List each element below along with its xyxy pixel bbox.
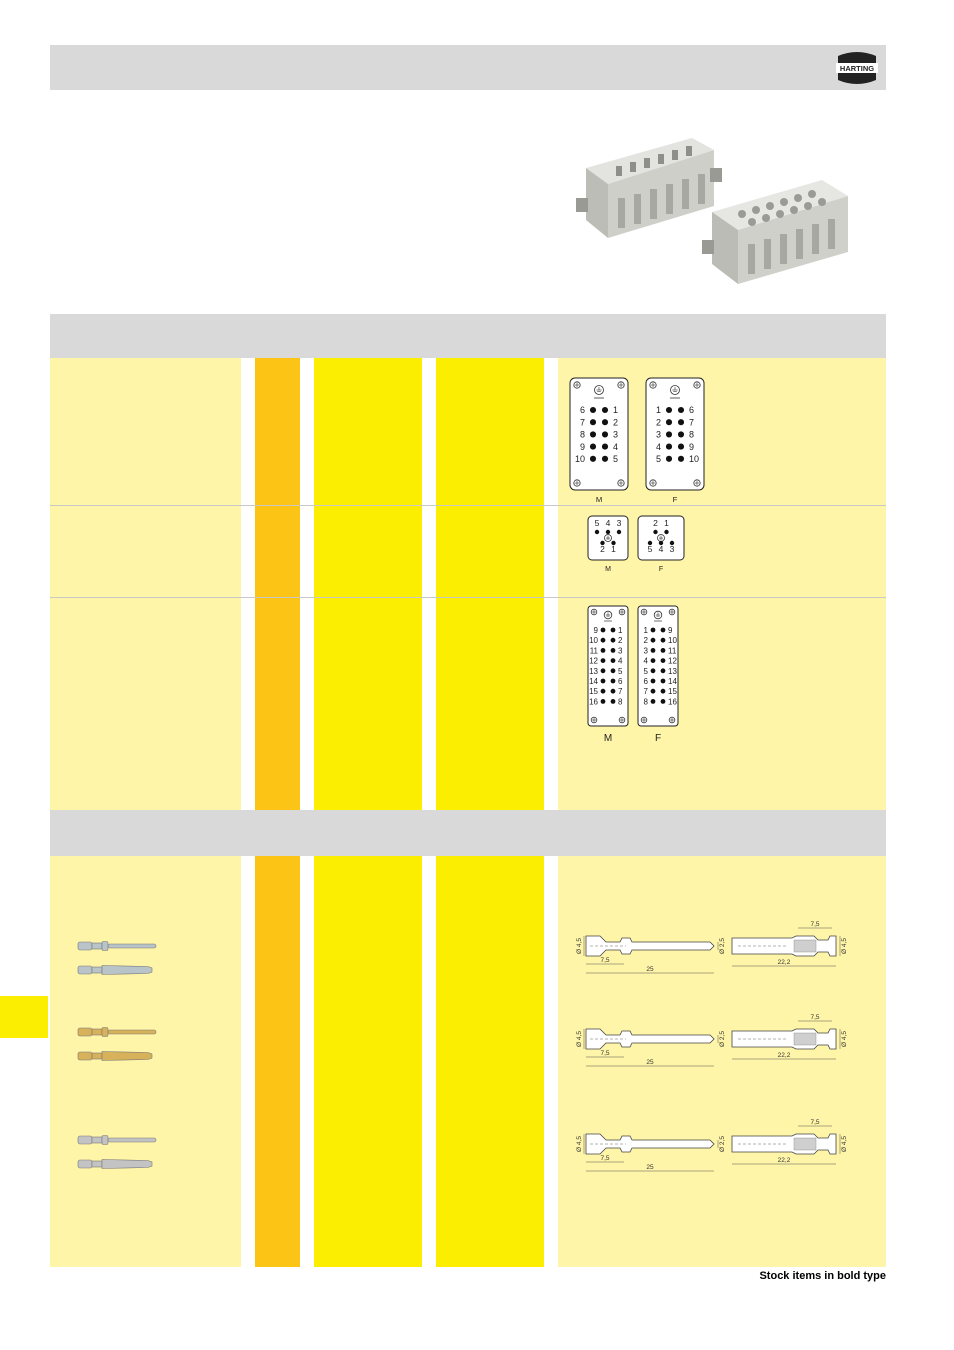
female-contact-drawing xyxy=(732,1014,848,1059)
pin xyxy=(651,689,656,694)
pinout-drawings xyxy=(558,358,886,810)
gender-label: M xyxy=(595,495,603,504)
pin-label: 1 xyxy=(643,626,648,635)
insert-male-16-pin xyxy=(588,606,628,744)
male-contact-photo xyxy=(78,942,156,951)
pin xyxy=(590,407,596,413)
pin xyxy=(611,628,616,633)
pin xyxy=(653,530,657,534)
pin-label: 8 xyxy=(618,697,623,707)
pin-label: 15 xyxy=(668,687,677,697)
pin-label: 4 xyxy=(613,441,619,452)
pin-label: 4 xyxy=(655,441,661,452)
pin-label: 2 xyxy=(613,417,619,428)
pin-label: 3 xyxy=(616,518,622,528)
pin xyxy=(661,699,666,704)
pin xyxy=(611,679,616,684)
col-part-number-2 xyxy=(436,358,544,810)
pin xyxy=(611,689,616,694)
pin-label: 1 xyxy=(618,626,623,635)
pin xyxy=(601,699,606,704)
side-tab xyxy=(0,996,48,1038)
pin-label: 9 xyxy=(689,441,695,452)
insert-female-10-pin xyxy=(646,378,704,504)
gender-label: F xyxy=(672,495,678,504)
pin xyxy=(601,679,606,684)
pin-label: 13 xyxy=(668,666,677,676)
pin-label: 9 xyxy=(668,626,673,635)
dimension-label: 22,2 xyxy=(777,1052,791,1059)
pin-label: 5 xyxy=(594,518,600,528)
pin-label: 6 xyxy=(618,677,623,686)
pin-label: 5 xyxy=(643,666,648,676)
pin-label: 9 xyxy=(579,441,585,452)
pin xyxy=(611,658,616,663)
pin-label: 10 xyxy=(668,636,677,646)
pin-label: 3 xyxy=(613,429,619,440)
dimension-label: Ø 4,5 xyxy=(576,1136,583,1152)
pin xyxy=(590,456,596,462)
pin xyxy=(651,648,656,653)
dimension-label: Ø 4,5 xyxy=(576,1031,583,1047)
pin-label: 1 xyxy=(664,518,669,528)
pin-label: 7 xyxy=(643,687,648,697)
pin xyxy=(661,679,666,684)
pin xyxy=(651,668,656,673)
pin-label: 1 xyxy=(613,405,619,416)
product-photo xyxy=(572,128,858,288)
dimension-label: Ø 4,5 xyxy=(841,1136,848,1152)
insert-female-16-pin xyxy=(638,606,678,744)
pin-label: 11 xyxy=(668,646,677,656)
pin-label: 5 xyxy=(613,453,619,464)
pin-label: 14 xyxy=(589,677,598,686)
footer-note: Stock items in bold type xyxy=(759,1270,886,1282)
pin xyxy=(602,419,608,425)
pin xyxy=(602,431,608,437)
gender-label: M xyxy=(603,733,613,744)
pin xyxy=(651,658,656,663)
pin xyxy=(678,444,684,450)
pin-label: 14 xyxy=(668,677,677,686)
pin-label: 5 xyxy=(655,453,661,464)
pin-label: 9 xyxy=(593,626,598,635)
pin xyxy=(651,628,656,633)
pin-label: 10 xyxy=(689,453,700,464)
dimension-label: 7,5 xyxy=(810,1119,820,1126)
pin-label: 8 xyxy=(689,429,695,440)
col-part-number-1 xyxy=(314,358,422,810)
pin-label: 12 xyxy=(668,656,677,666)
pin xyxy=(666,407,672,413)
pin xyxy=(601,658,606,663)
pin-label: 2 xyxy=(618,636,623,646)
pin xyxy=(611,648,616,653)
gender-label: M xyxy=(605,566,611,573)
pin-label: 3 xyxy=(669,544,675,554)
pin-label: 3 xyxy=(655,429,661,440)
col-stock xyxy=(255,358,300,810)
dimension-label: 25 xyxy=(646,966,654,973)
gender-label: F xyxy=(658,566,664,573)
pin xyxy=(666,419,672,425)
pin xyxy=(602,456,608,462)
male-insert-image xyxy=(576,138,722,238)
pin xyxy=(661,638,666,643)
harting-logo xyxy=(834,50,880,86)
pin-label: 2 xyxy=(655,417,661,428)
gender-label: F xyxy=(654,733,662,744)
pin-label: 4 xyxy=(605,518,611,528)
section-bar-contacts xyxy=(50,810,886,856)
pin xyxy=(651,699,656,704)
pin-label: 2 xyxy=(653,518,658,528)
contact-drawings xyxy=(50,856,886,1267)
dimension-label: Ø 4,5 xyxy=(841,1031,848,1047)
pin-label: 6 xyxy=(689,405,695,416)
pin-label: 5 xyxy=(647,544,653,554)
pin-label: 12 xyxy=(589,656,598,666)
male-contact-drawing xyxy=(576,1134,726,1171)
pin-label: 13 xyxy=(589,666,598,676)
female-contact-photo xyxy=(78,1160,152,1169)
pin-label: 16 xyxy=(589,697,598,707)
insert-male-5-pin xyxy=(588,516,628,573)
dimension-label: Ø 2,5 xyxy=(719,1031,726,1047)
pin xyxy=(664,530,668,534)
dimension-label: Ø 4,5 xyxy=(841,938,848,954)
pin xyxy=(651,638,656,643)
male-contact-drawing xyxy=(576,1029,726,1066)
pin xyxy=(651,679,656,684)
pin xyxy=(678,419,684,425)
pin-label: 8 xyxy=(579,429,585,440)
dimension-label: 7,5 xyxy=(810,1014,820,1021)
female-contact-drawing xyxy=(732,921,848,966)
pin xyxy=(601,648,606,653)
pin xyxy=(601,628,606,633)
pin xyxy=(678,431,684,437)
dimension-label: 7,5 xyxy=(600,1050,610,1057)
female-insert-image xyxy=(702,180,848,284)
dimension-label: 22,2 xyxy=(777,1157,791,1164)
pin xyxy=(606,530,610,534)
dimension-label: 25 xyxy=(646,1059,654,1066)
pin xyxy=(601,668,606,673)
pin xyxy=(602,444,608,450)
pin-label: 5 xyxy=(618,666,623,676)
pin-label: 7 xyxy=(579,417,585,428)
male-contact-drawing xyxy=(576,936,726,973)
pin-label: 10 xyxy=(589,636,598,646)
pin xyxy=(590,431,596,437)
pin xyxy=(595,530,599,534)
pin xyxy=(666,431,672,437)
male-contact-photo xyxy=(78,1028,156,1037)
pin xyxy=(611,699,616,704)
pin xyxy=(601,689,606,694)
pin xyxy=(601,638,606,643)
col-description xyxy=(50,358,241,810)
female-contact-photo xyxy=(78,1052,152,1061)
pin xyxy=(602,407,608,413)
pin-label: 1 xyxy=(655,405,661,416)
pin xyxy=(661,658,666,663)
pin-label: 7 xyxy=(689,417,695,428)
pin xyxy=(661,668,666,673)
pin-label: 3 xyxy=(618,646,623,656)
dimension-label: Ø 2,5 xyxy=(719,938,726,954)
male-contact-photo xyxy=(78,1136,156,1145)
pin xyxy=(590,444,596,450)
dimension-label: Ø 4,5 xyxy=(576,938,583,954)
pin-label: 4 xyxy=(643,656,648,666)
pin-label: 11 xyxy=(589,646,598,656)
pin xyxy=(678,456,684,462)
pin-label: 6 xyxy=(643,677,648,686)
pin xyxy=(590,419,596,425)
pin-label: 8 xyxy=(643,697,648,707)
pin xyxy=(678,407,684,413)
pin-label: 10 xyxy=(574,453,585,464)
pin xyxy=(661,648,666,653)
pin-label: 2 xyxy=(600,544,605,554)
dimension-label: 7,5 xyxy=(600,1155,610,1162)
pin-label: 6 xyxy=(579,405,585,416)
pin xyxy=(611,638,616,643)
pin-label: 1 xyxy=(611,544,616,554)
pin xyxy=(666,456,672,462)
pin-label: 2 xyxy=(643,636,648,646)
pin xyxy=(617,530,621,534)
dimension-label: 7,5 xyxy=(810,921,820,928)
pin-label: 3 xyxy=(643,646,648,656)
pin xyxy=(661,689,666,694)
logo-text: HARTING xyxy=(839,64,875,73)
pin-label: 7 xyxy=(618,687,623,697)
pin xyxy=(611,668,616,673)
female-contact-drawing xyxy=(732,1119,848,1164)
pin-label: 4 xyxy=(658,544,664,554)
section-bar-inserts xyxy=(50,314,886,358)
pin-label: 16 xyxy=(668,697,677,707)
dimension-label: 22,2 xyxy=(777,959,791,966)
insert-male-10-pin xyxy=(570,378,628,504)
dimension-label: Ø 2,5 xyxy=(719,1136,726,1152)
pin-label: 15 xyxy=(589,687,598,697)
insert-female-5-pin xyxy=(638,516,684,573)
dimension-label: 7,5 xyxy=(600,957,610,964)
dimension-label: 25 xyxy=(646,1164,654,1171)
female-contact-photo xyxy=(78,966,152,975)
pin xyxy=(666,444,672,450)
header-bar xyxy=(50,45,886,90)
pin-label: 4 xyxy=(618,656,623,666)
pin xyxy=(661,628,666,633)
